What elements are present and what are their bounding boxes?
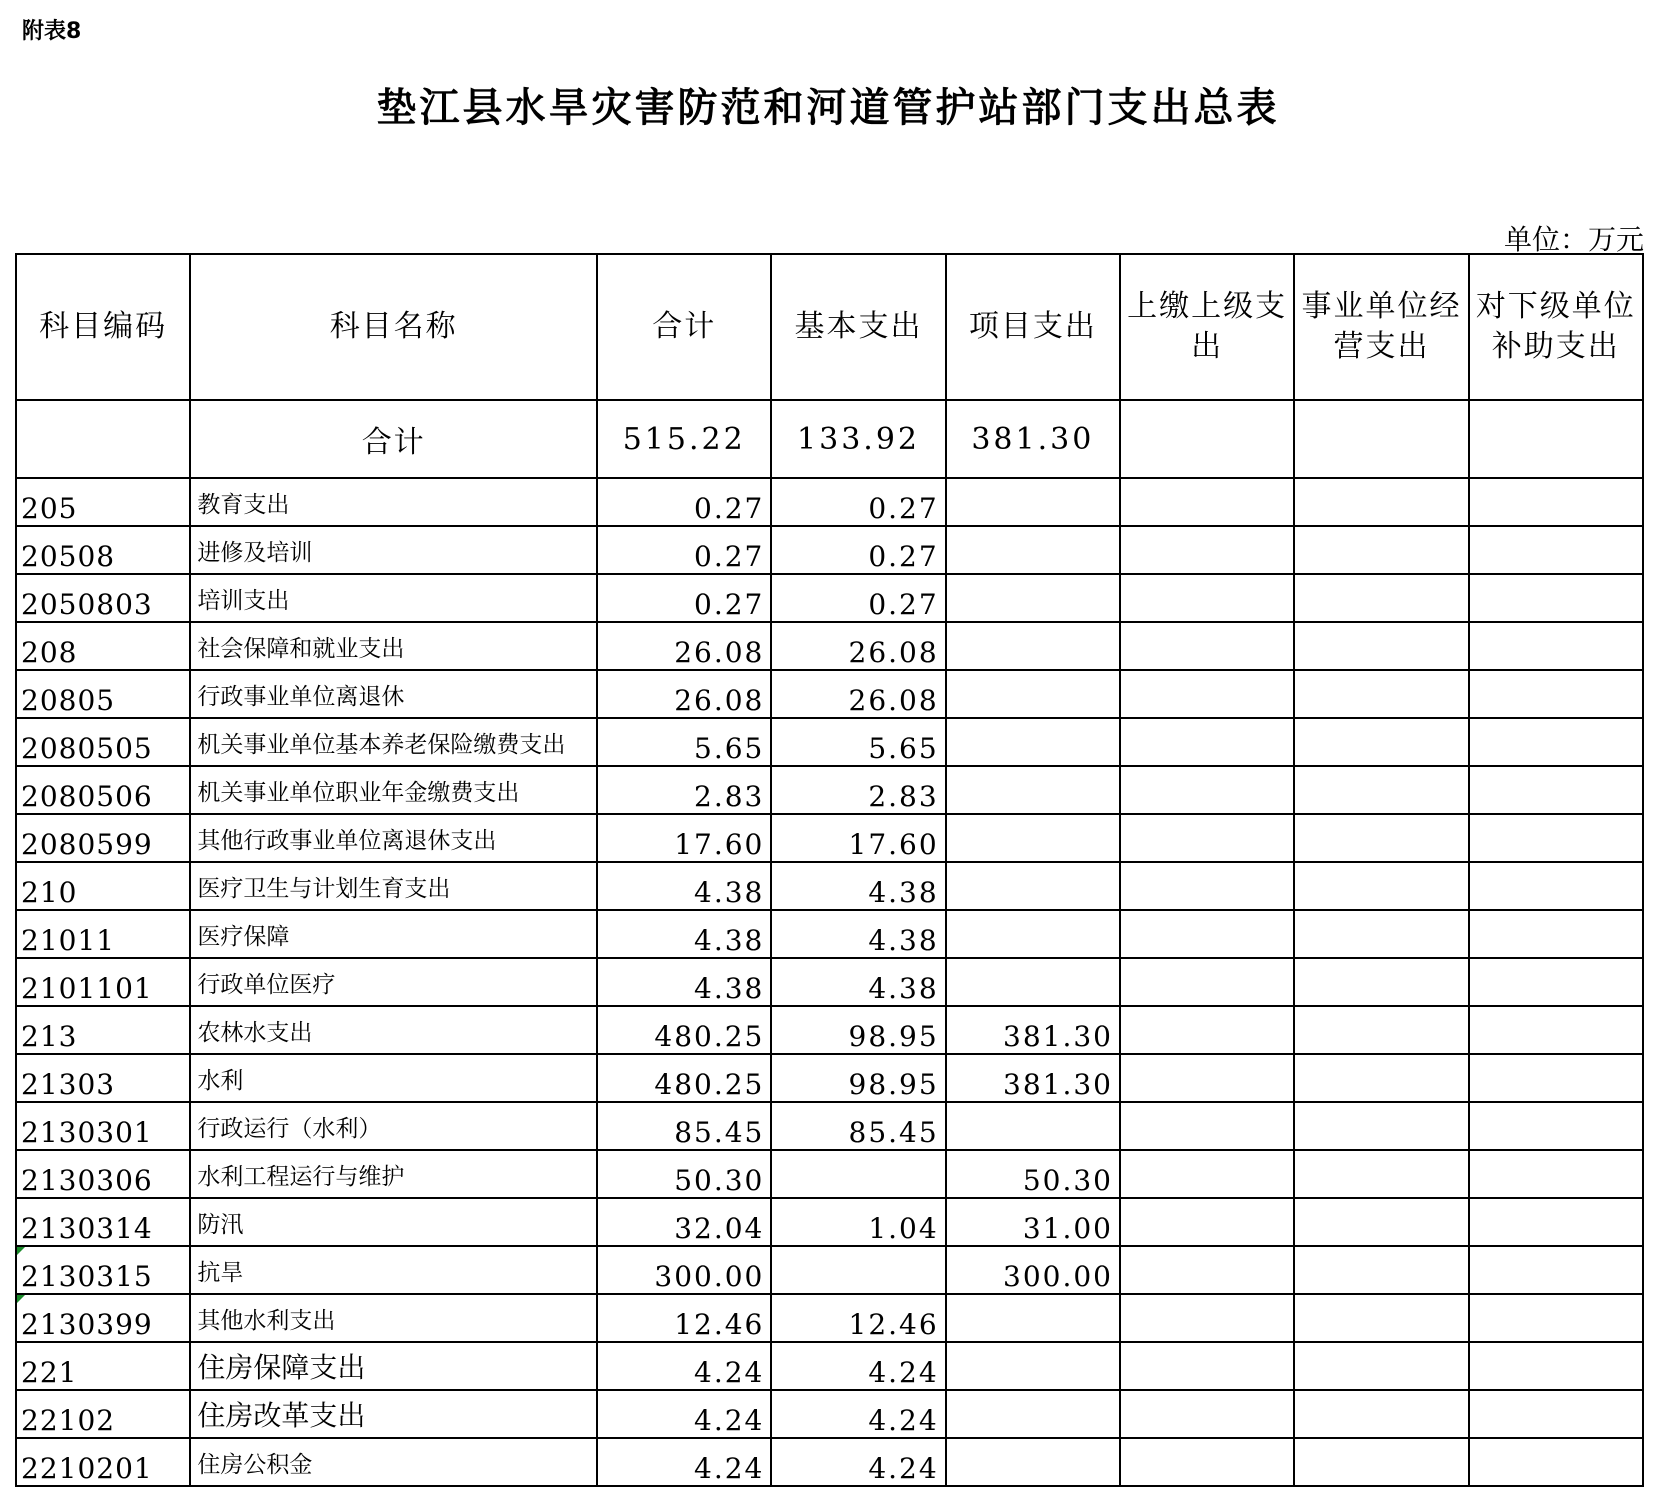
table-row (16, 1006, 1643, 1054)
table-row (16, 958, 1643, 1006)
row-business (1294, 1150, 1468, 1198)
row-name: 行政运行（水利） (190, 1102, 597, 1150)
header-row (16, 254, 1643, 400)
row-name: 其他水利支出 (190, 1294, 597, 1342)
row-code: 2210201 (16, 1438, 190, 1486)
row-code: 2130314 (16, 1198, 190, 1246)
row-subsidy (1469, 1294, 1643, 1342)
total-total: 515.22 (597, 400, 771, 478)
row-business (1294, 766, 1468, 814)
row-total: 4.24 (597, 1390, 771, 1438)
total-business (1294, 400, 1468, 478)
row-code: 2130306 (16, 1150, 190, 1198)
header-code: 科目编码 (16, 254, 190, 400)
table-row (16, 670, 1643, 718)
row-basic (771, 1150, 945, 1198)
row-total: 4.38 (597, 958, 771, 1006)
row-name: 防汛 (190, 1198, 597, 1246)
row-project (946, 1294, 1120, 1342)
table-row (16, 1246, 1643, 1294)
row-total: 17.60 (597, 814, 771, 862)
row-upper (1120, 1150, 1294, 1198)
row-business (1294, 1198, 1468, 1246)
row-total: 85.45 (597, 1102, 771, 1150)
row-upper (1120, 1102, 1294, 1150)
row-business (1294, 1102, 1468, 1150)
row-business (1294, 862, 1468, 910)
row-basic: 4.24 (771, 1390, 945, 1438)
total-code (16, 400, 190, 478)
table-row (16, 1198, 1643, 1246)
row-upper (1120, 1054, 1294, 1102)
row-code: 20805 (16, 670, 190, 718)
row-upper (1120, 1006, 1294, 1054)
row-subsidy (1469, 718, 1643, 766)
total-label: 合计 (190, 400, 597, 478)
header-basic: 基本支出 (771, 254, 945, 400)
row-subsidy (1469, 1006, 1643, 1054)
row-name: 其他行政事业单位离退休支出 (190, 814, 597, 862)
table-row (16, 574, 1643, 622)
row-basic: 98.95 (771, 1054, 945, 1102)
row-project: 381.30 (946, 1054, 1120, 1102)
row-project (946, 1438, 1120, 1486)
row-code: 213 (16, 1006, 190, 1054)
row-project: 50.30 (946, 1150, 1120, 1198)
row-upper (1120, 862, 1294, 910)
header-total: 合计 (597, 254, 771, 400)
row-project (946, 1390, 1120, 1438)
row-name: 行政单位医疗 (190, 958, 597, 1006)
row-total: 4.24 (597, 1342, 771, 1390)
row-subsidy (1469, 766, 1643, 814)
row-total: 4.38 (597, 862, 771, 910)
row-total: 0.27 (597, 478, 771, 526)
row-business (1294, 670, 1468, 718)
row-upper (1120, 814, 1294, 862)
row-project (946, 526, 1120, 574)
table-row (16, 910, 1643, 958)
row-business (1294, 574, 1468, 622)
row-subsidy (1469, 1150, 1643, 1198)
row-upper (1120, 670, 1294, 718)
row-subsidy (1469, 526, 1643, 574)
row-name: 住房改革支出 (190, 1390, 597, 1438)
total-upper (1120, 400, 1294, 478)
row-total: 26.08 (597, 622, 771, 670)
row-project (946, 478, 1120, 526)
row-project: 381.30 (946, 1006, 1120, 1054)
row-upper (1120, 1390, 1294, 1438)
row-upper (1120, 574, 1294, 622)
row-basic: 2.83 (771, 766, 945, 814)
header-business: 事业单位经营支出 (1294, 254, 1468, 400)
row-subsidy (1469, 862, 1643, 910)
row-upper (1120, 622, 1294, 670)
row-code: 2080599 (16, 814, 190, 862)
row-business (1294, 1054, 1468, 1102)
row-total: 32.04 (597, 1198, 771, 1246)
header-project: 项目支出 (946, 254, 1120, 400)
table-row (16, 1150, 1643, 1198)
row-business (1294, 478, 1468, 526)
table-row (16, 718, 1643, 766)
row-subsidy (1469, 1198, 1643, 1246)
row-project: 300.00 (946, 1246, 1120, 1294)
total-row (16, 400, 1643, 478)
row-total: 480.25 (597, 1054, 771, 1102)
row-total: 26.08 (597, 670, 771, 718)
row-code: 221 (16, 1342, 190, 1390)
row-code: 20508 (16, 526, 190, 574)
row-project (946, 862, 1120, 910)
row-basic: 98.95 (771, 1006, 945, 1054)
row-project (946, 814, 1120, 862)
row-subsidy (1469, 622, 1643, 670)
page-title: 垫江县水旱灾害防范和河道管护站部门支出总表 (376, 85, 1280, 131)
row-subsidy (1469, 478, 1643, 526)
row-project (946, 958, 1120, 1006)
table-row (16, 814, 1643, 862)
row-upper (1120, 1246, 1294, 1294)
row-subsidy (1469, 1054, 1643, 1102)
attachment-label: 附表8 (22, 19, 82, 44)
row-project (946, 574, 1120, 622)
row-code: 21011 (16, 910, 190, 958)
row-code: 2101101 (16, 958, 190, 1006)
row-name: 水利工程运行与维护 (190, 1150, 597, 1198)
row-subsidy (1469, 910, 1643, 958)
row-code: 22102 (16, 1390, 190, 1438)
row-project (946, 1102, 1120, 1150)
row-name: 进修及培训 (190, 526, 597, 574)
row-name: 水利 (190, 1054, 597, 1102)
row-name: 培训支出 (190, 574, 597, 622)
header-upper: 上缴上级支出 (1120, 254, 1294, 400)
row-project (946, 1342, 1120, 1390)
table-row (16, 1054, 1643, 1102)
row-code: 2130399 (16, 1294, 190, 1342)
row-subsidy (1469, 1390, 1643, 1438)
row-business (1294, 910, 1468, 958)
table-row (16, 1390, 1643, 1438)
table-row (16, 622, 1643, 670)
row-name: 社会保障和就业支出 (190, 622, 597, 670)
row-basic: 26.08 (771, 622, 945, 670)
row-upper (1120, 910, 1294, 958)
row-code: 2130301 (16, 1102, 190, 1150)
row-basic: 4.24 (771, 1438, 945, 1486)
row-name: 抗旱 (190, 1246, 597, 1294)
row-project (946, 718, 1120, 766)
row-name: 住房保障支出 (190, 1342, 597, 1390)
row-code: 2080506 (16, 766, 190, 814)
row-code: 2130315 (16, 1246, 190, 1294)
row-upper (1120, 526, 1294, 574)
row-code: 21303 (16, 1054, 190, 1102)
table-row (16, 1438, 1643, 1486)
row-basic: 12.46 (771, 1294, 945, 1342)
row-business (1294, 1294, 1468, 1342)
row-subsidy (1469, 574, 1643, 622)
row-basic: 0.27 (771, 478, 945, 526)
table-row (16, 1342, 1643, 1390)
row-business (1294, 1006, 1468, 1054)
table-row (16, 766, 1643, 814)
row-code: 2050803 (16, 574, 190, 622)
row-total: 5.65 (597, 718, 771, 766)
row-code: 205 (16, 478, 190, 526)
row-total: 4.38 (597, 910, 771, 958)
row-basic: 5.65 (771, 718, 945, 766)
row-business (1294, 958, 1468, 1006)
row-name: 机关事业单位基本养老保险缴费支出 (190, 718, 597, 766)
row-name: 医疗保障 (190, 910, 597, 958)
expenditure-table (15, 253, 1644, 1487)
row-name: 行政事业单位离退休 (190, 670, 597, 718)
row-name: 机关事业单位职业年金缴费支出 (190, 766, 597, 814)
row-basic: 4.38 (771, 862, 945, 910)
row-subsidy (1469, 958, 1643, 1006)
row-project (946, 766, 1120, 814)
row-code: 210 (16, 862, 190, 910)
row-upper (1120, 1294, 1294, 1342)
row-upper (1120, 718, 1294, 766)
row-name: 医疗卫生与计划生育支出 (190, 862, 597, 910)
row-total: 2.83 (597, 766, 771, 814)
row-total: 50.30 (597, 1150, 771, 1198)
row-business (1294, 622, 1468, 670)
row-business (1294, 814, 1468, 862)
row-business (1294, 1438, 1468, 1486)
row-basic: 4.24 (771, 1342, 945, 1390)
row-subsidy (1469, 1438, 1643, 1486)
total-basic: 133.92 (771, 400, 945, 478)
row-total: 0.27 (597, 526, 771, 574)
row-name: 农林水支出 (190, 1006, 597, 1054)
row-total: 4.24 (597, 1438, 771, 1486)
row-basic: 0.27 (771, 574, 945, 622)
row-project (946, 622, 1120, 670)
row-basic: 0.27 (771, 526, 945, 574)
row-project (946, 670, 1120, 718)
table-row (16, 1102, 1643, 1150)
row-upper (1120, 1342, 1294, 1390)
row-business (1294, 526, 1468, 574)
table-row (16, 526, 1643, 574)
table-row (16, 862, 1643, 910)
table-row (16, 478, 1643, 526)
total-project: 381.30 (946, 400, 1120, 478)
row-business (1294, 1246, 1468, 1294)
row-name: 教育支出 (190, 478, 597, 526)
table-row (16, 1294, 1643, 1342)
row-basic: 17.60 (771, 814, 945, 862)
header-subsidy: 对下级单位补助支出 (1469, 254, 1643, 400)
row-total: 480.25 (597, 1006, 771, 1054)
row-upper (1120, 766, 1294, 814)
unit-label: 单位：万元 (1503, 223, 1644, 256)
row-subsidy (1469, 1102, 1643, 1150)
row-total: 300.00 (597, 1246, 771, 1294)
row-business (1294, 1390, 1468, 1438)
row-basic: 85.45 (771, 1102, 945, 1150)
header-name: 科目名称 (190, 254, 597, 400)
row-subsidy (1469, 814, 1643, 862)
row-project (946, 910, 1120, 958)
total-subsidy (1469, 400, 1643, 478)
row-total: 12.46 (597, 1294, 771, 1342)
row-subsidy (1469, 1342, 1643, 1390)
row-basic: 4.38 (771, 910, 945, 958)
row-total: 0.27 (597, 574, 771, 622)
row-upper (1120, 478, 1294, 526)
row-basic: 1.04 (771, 1198, 945, 1246)
row-business (1294, 718, 1468, 766)
row-basic: 26.08 (771, 670, 945, 718)
row-business (1294, 1342, 1468, 1390)
row-subsidy (1469, 670, 1643, 718)
row-basic: 4.38 (771, 958, 945, 1006)
row-subsidy (1469, 1246, 1643, 1294)
row-upper (1120, 1198, 1294, 1246)
row-upper (1120, 1438, 1294, 1486)
row-basic (771, 1246, 945, 1294)
row-name: 住房公积金 (190, 1438, 597, 1486)
row-code: 2080505 (16, 718, 190, 766)
row-code: 208 (16, 622, 190, 670)
row-upper (1120, 958, 1294, 1006)
row-project: 31.00 (946, 1198, 1120, 1246)
